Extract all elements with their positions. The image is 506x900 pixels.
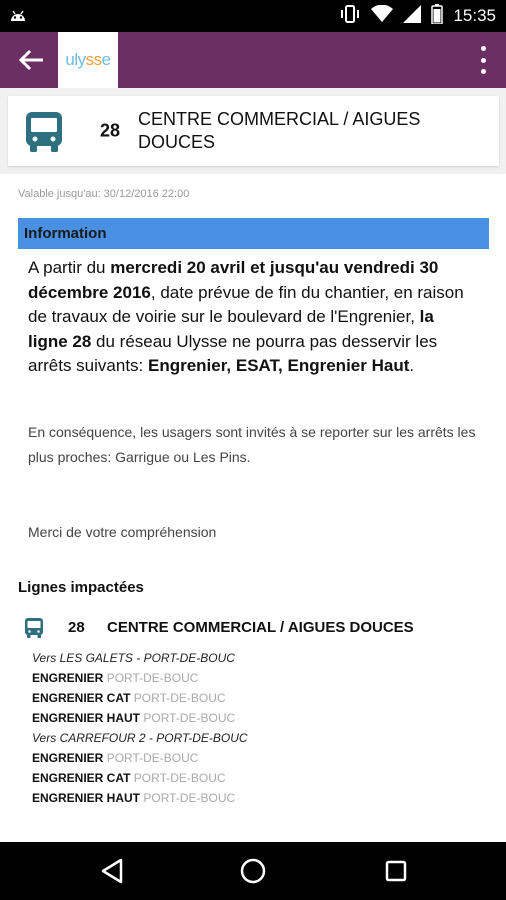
recents-square-icon [384,859,408,883]
disruption-detail [0,174,506,842]
list-item: ENGRENIER PORT-DE-BOUC [32,751,199,765]
bus-icon [24,110,64,159]
information-header [18,218,489,249]
valid-until-text: Valable jusqu'au: 30/12/2016 22:00 [18,188,190,200]
home-circle-icon [239,857,267,885]
logo-text: ulysse [65,50,111,69]
impacted-line-number: 28 [68,619,85,636]
thanks-message: Merci de votre compréhension [28,524,217,540]
list-item: ENGRENIER HAUT PORT-DE-BOUC [32,711,236,725]
back-triangle-icon [100,858,124,884]
status-time: 15:35 [453,6,496,25]
line-name: CENTRE COMMERCIAL / AIGUES DOUCES [138,109,421,152]
status-bar [0,0,506,32]
overflow-menu-button[interactable] [478,44,488,76]
direction-label: Vers CARREFOUR 2 - PORT-DE-BOUC [32,731,248,745]
vibrate-icon [339,5,361,28]
nav-home-button[interactable] [238,856,268,886]
impacted-line-name: CENTRE COMMERCIAL / AIGUES DOUCES [107,619,414,636]
impacted-stops-list [32,648,472,808]
line-number: 28 [100,120,121,141]
impacted-line-row[interactable] [24,614,494,642]
list-item: ENGRENIER CAT PORT-DE-BOUC [32,691,226,705]
list-item: ENGRENIER HAUT PORT-DE-BOUC [32,791,236,805]
content-area[interactable] [0,88,506,842]
system-nav-bar [0,842,506,900]
impacted-lines-title: Lignes impactées [18,579,144,596]
nav-recents-button[interactable] [381,856,411,886]
nav-back-button[interactable] [97,856,127,886]
android-icon [8,6,28,31]
back-button[interactable] [16,46,46,74]
line-header-card [8,96,499,166]
wifi-icon [371,5,393,28]
signal-icon [403,5,421,28]
secondary-message: En conséquence, les usagers sont invités à se reporter sur les arrêts les plus proches: Garrigue ou Les Pins. [28,424,476,465]
information-header-label: Information [24,225,107,242]
direction-label: Vers LES GALETS - PORT-DE-BOUC [32,651,235,665]
ulysse-logo [58,32,118,88]
arrow-left-icon [18,49,44,71]
app-bar [0,32,506,88]
more-vert-icon [481,46,486,51]
bus-icon [24,617,44,644]
battery-icon [431,4,443,29]
list-item: ENGRENIER PORT-DE-BOUC [32,671,199,685]
main-message: A partir du mercredi 20 avril et jusqu'au vendredi 30 décembre 2016, date prévue de fin du chantier, en raison de travaux de voirie sur le boulevard de l'Engrenier, la ligne 28 du réseau Ulysse ne pourra pas desservir les arrêts suivants: Engrenier, ESAT, Engrenier Haut. [28,258,464,375]
list-item: ENGRENIER CAT PORT-DE-BOUC [32,771,226,785]
